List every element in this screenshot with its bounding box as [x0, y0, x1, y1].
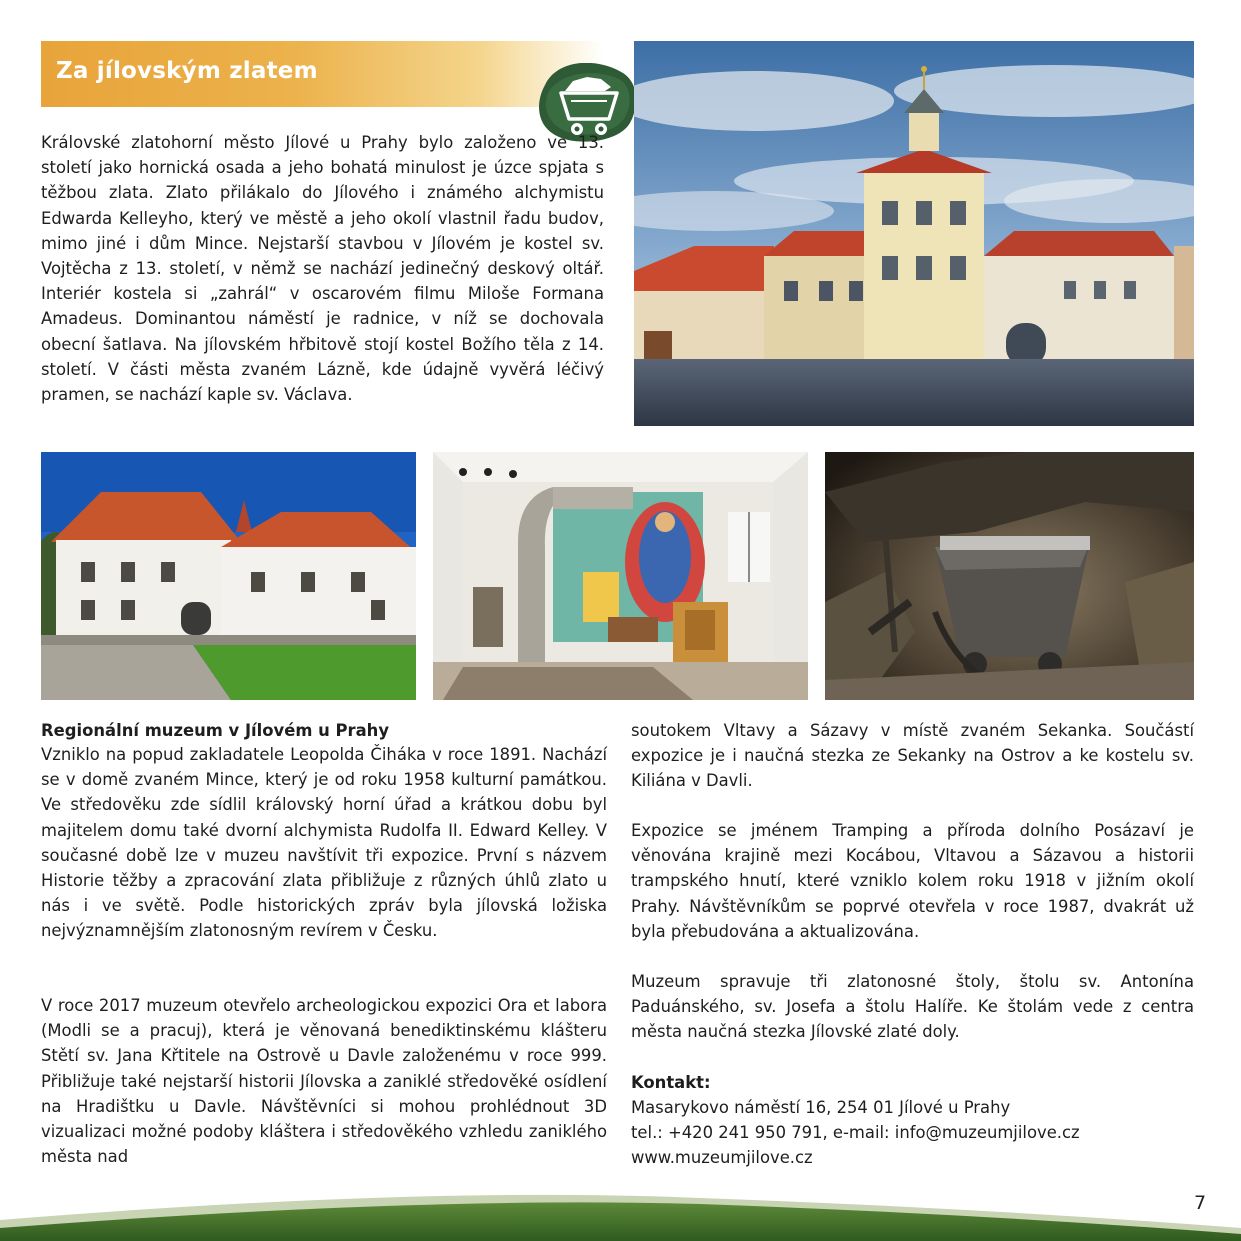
contact-phone-email: tel.: +420 241 950 791, e-mail: info@muzeumjilove.cz: [631, 1123, 1080, 1142]
contact-label: Kontakt:: [631, 1073, 711, 1092]
museum-paragraph-3: Expozice se jménem Tramping a příroda dolního Posázaví je věnována krajině mezi Kocábou, Vltavou a Sázavou a historii trampského hnutí, které vzniklo kolem roku 1918 v jižním okolí Prahy. Návštěvníkům se poprvé otevřela v roce 1987, dvakrát už byla přebudována a aktualizována.: [631, 821, 1194, 941]
section-title: Za jílovským zlatem: [56, 58, 318, 84]
contact-address: Masarykovo náměstí 16, 254 01 Jílové u Prahy: [631, 1098, 1011, 1117]
museum-heading: Regionální muzeum v Jílovém u Prahy: [41, 721, 390, 740]
monastery-photo: [41, 452, 416, 700]
museum-paragraph-2: V roce 2017 muzeum otevřelo archeologickou expozici Ora et labora (Modli se a pracuj), která je věnovaná benediktinskému klášteru Stětí sv. Jana Křtitele na Ostrově u Davle založenému v roce 999. Přibližuje také nejstarší historii Jílovska a zaniklé středověké osídlení na Hradištku u Davle. Návštěvníci si mohou prohlédnout 3D vizualizaci možné podoby kláštera i středověkého vzhledu zaniklého města nad: [41, 996, 607, 1167]
contact-website-link[interactable]: www.muzeumjilove.cz: [631, 1148, 813, 1167]
town-hall-photo: [634, 41, 1194, 426]
footer-wave: [0, 1190, 1241, 1241]
exhibition-room-photo: [433, 452, 808, 700]
intro-paragraph: Královské zlatohorní město Jílové u Prahy bylo založeno ve 13. století jako hornická osada a jeho bohatá minulost je úzce spjata s těžbou zlata. Zlato přilákalo do Jílového i známého alchymistu Edwarda Kelleyho, který ve městě a jeho okolí vlastnil řadu budov, mimo jiné i dům Mince. Nejstarší stavbou v Jílovém je kostel sv. Vojtěcha z 13. století, v němž se nachází jedinečný deskový oltář. Interiér kostela si „zahrál“ v oscarovém filmu Miloše Formana Amadeus. Dominantou náměstí je radnice, v níž se dochovala obecní šatlava. Na jílovském hřbitově stojí kostel Božího těla z 14. století. V části města zvaném Lázně, kde údajně vyvěrá léčivý pramen, se nachází kaple sv. Václava.: [41, 133, 604, 405]
museum-paragraph-2-continued: soutokem Vltavy a Sázavy v místě zvaném Sekanka. Součástí expozice je i naučná stezka ze Sekanky na Ostrov a ke kostelu sv. Kiliána v Davli.: [631, 721, 1194, 791]
museum-paragraph-1: Vzniklo na popud zakladatele Leopolda Čiháka v roce 1891. Nachází se v domě zvaném Mince, který je od roku 1958 kulturní památkou. Ve středověku zde sídlil královský horní úřad a krátkou dobu byl majitelem domu také dvorní alchymista Rudolfa II. Edward Kelley. V současné době lze v muzeu navštívit tři expozice. První s názvem Historie těžby a zpracování zlata přibližuje z různých úhlů zlato u nás i ve světě. Podle historických zpráv byla jílovská ložiska nejvýznamnějším zlatonosným revírem v Česku.: [41, 745, 607, 941]
page-number: 7: [1194, 1192, 1207, 1214]
section-banner: [41, 41, 603, 107]
museum-paragraph-4: Muzeum spravuje tři zlatonosné štoly, štolu sv. Antonína Paduánského, sv. Josefa a štolu Halíře. Ke štolám vede z centra města naučná stezka Jílovské zlaté doly.: [631, 972, 1194, 1042]
mine-cart-photo: [825, 452, 1194, 700]
